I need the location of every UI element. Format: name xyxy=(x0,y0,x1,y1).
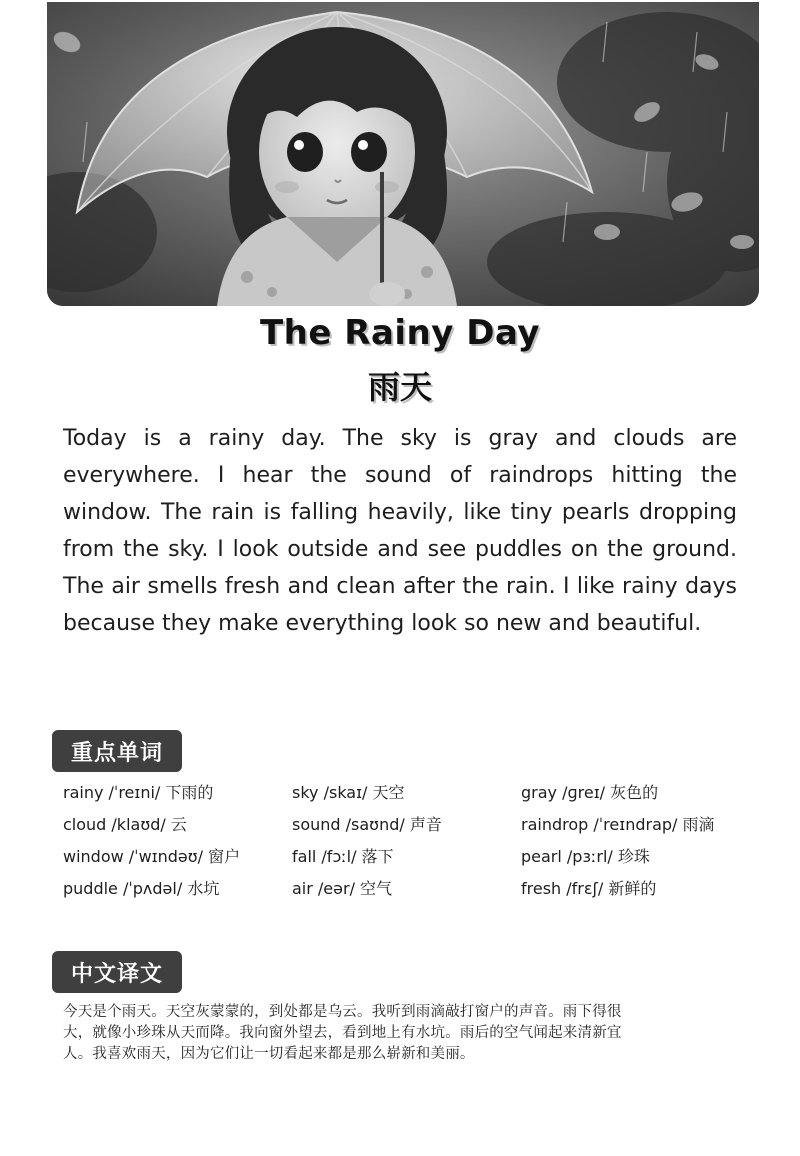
vocab-item-fall: fall /fɔːl/ 落下 xyxy=(292,847,394,866)
vocab-item-air: air /eər/ 空气 xyxy=(292,879,393,898)
title-chinese: 雨天 xyxy=(367,368,432,406)
vocab-section-label: 重点单词 xyxy=(52,730,182,772)
chinese-translation: 今天是个雨天。天空灰蒙蒙的，到处都是乌云。我听到雨滴敲打窗户的声音。雨下得很大，就像小珍珠从天而降。我向窗外望去，看到地上有水坑。雨后的空气闻起来清新宜人。我喜欢雨天，因为它们让一切看起来都是那么崭新和美丽。 xyxy=(63,1004,622,1062)
vocab-item-fresh: fresh /frɛʃ/ 新鲜的 xyxy=(521,879,657,898)
vocab-item-rainy: rainy /ˈreɪni/ 下雨的 xyxy=(63,783,214,802)
vocab-item-raindrop: raindrop /ˈreɪndrap/ 雨滴 xyxy=(521,815,715,834)
title-english: The Rainy Day xyxy=(259,313,541,353)
vocab-item-sky: sky /skaɪ/ 天空 xyxy=(292,783,405,802)
story-paragraph: Today is a rainy day. The sky is gray and clouds are everywhere. I hear the sound of raindrops hitting the window. The rain is falling heavily, like tiny pearls dropping from the sky. I look outside and see puddles on the ground. The air smells fresh and clean after the rain. I like rainy days because they make everything look so new and beautiful. xyxy=(63,426,737,636)
vocab-item-pearl: pearl /pɜːrl/ 珍珠 xyxy=(521,847,650,866)
vocab-item-sound: sound /saʊnd/ 声音 xyxy=(292,815,442,834)
girl-umbrella-illustration xyxy=(47,2,759,306)
vocab-item-gray: gray /ɡreɪ/ 灰色的 xyxy=(521,783,659,802)
translation-section-label: 中文译文 xyxy=(52,951,182,993)
vocab-item-puddle: puddle /ˈpʌdəl/ 水坑 xyxy=(63,879,220,898)
hero-illustration xyxy=(47,2,759,306)
vocab-item-window: window /ˈwɪndəʊ/ 窗户 xyxy=(63,847,241,866)
vocab-item-cloud: cloud /klaʊd/ 云 xyxy=(63,815,187,834)
vocab-list xyxy=(63,782,763,900)
